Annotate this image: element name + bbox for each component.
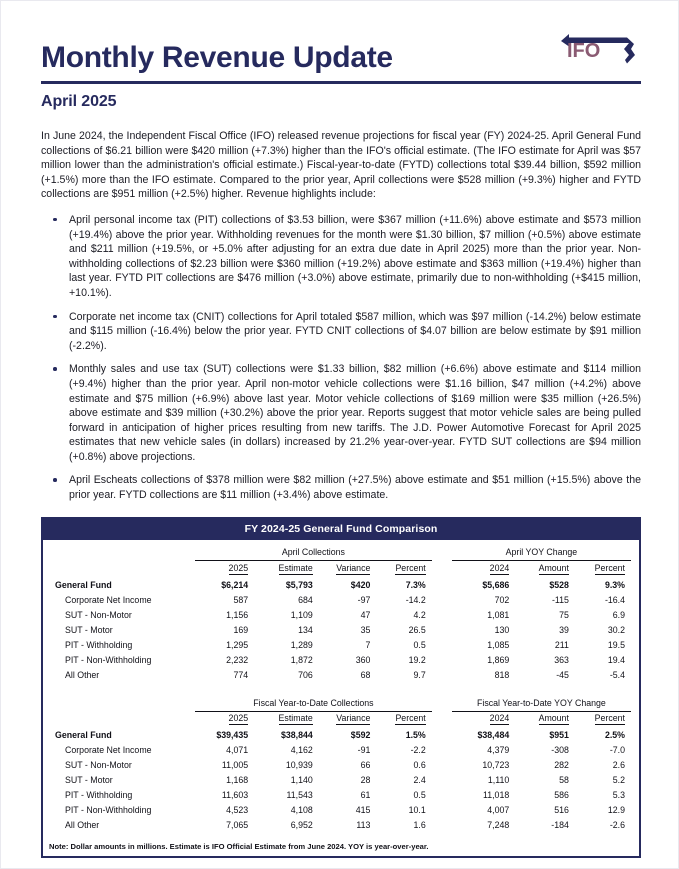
table-cell: 7,065 (226, 820, 249, 831)
table-cell: 12.9 (607, 805, 625, 816)
row-label: PIT - Withholding (65, 639, 133, 650)
column-header: Estimate (278, 562, 313, 573)
table-note: Note: Dollar amounts in millions. Estimate is IFO Official Estimate from June 2024. YOY is year-over-year. (49, 841, 429, 851)
table-cell: 1,110 (487, 775, 510, 786)
table-row (51, 773, 631, 788)
table-cell: -5.4 (609, 669, 625, 680)
table-cell: 9.7 (413, 669, 426, 680)
table-cell: $420 (350, 579, 371, 590)
table-cell: -308 (551, 745, 569, 756)
table-cell: 26.5 (408, 624, 426, 635)
document-header (41, 1, 641, 111)
table-cell: 1,085 (487, 639, 510, 650)
table-cell: 39 (559, 624, 569, 635)
table-cell: $592 (350, 730, 371, 741)
column-header: Percent (395, 713, 426, 724)
table-cell: 134 (298, 624, 313, 635)
table-cell: 702 (494, 594, 510, 605)
table-cell: 4,007 (487, 805, 510, 816)
table-row (51, 728, 631, 743)
table-cell: 1,869 (487, 654, 510, 665)
table-cell: 2,232 (226, 654, 249, 665)
page-title: Monthly Revenue Update (41, 40, 393, 74)
table-cell: 586 (554, 790, 569, 801)
table-cell: 774 (233, 669, 249, 680)
group-header-right: Fiscal Year-to-Date YOY Change (452, 696, 631, 711)
table-cell: $6,214 (221, 579, 249, 590)
table-cell: 4,162 (290, 745, 313, 756)
table-row (51, 622, 631, 637)
table-cell: 0.6 (413, 760, 426, 771)
bullet-icon (53, 315, 57, 319)
table-cell: 75 (559, 609, 569, 620)
table-row (51, 637, 631, 652)
table-cell: 113 (356, 820, 371, 831)
table-row (51, 818, 631, 833)
row-label: Corporate Net Income (65, 745, 152, 756)
table-cell: 4,523 (226, 805, 249, 816)
table-cell: 415 (355, 805, 371, 816)
bullet-icon (53, 367, 57, 371)
column-header: Variance (336, 562, 371, 573)
table-cell: -115 (551, 594, 569, 605)
table-row (51, 803, 631, 818)
row-label: SUT - Motor (65, 624, 113, 635)
row-label: SUT - Motor (65, 775, 113, 786)
table-row (51, 592, 631, 607)
table-cell: 10,939 (285, 760, 313, 771)
table-cell: 7 (365, 639, 371, 650)
column-header: 2024 (489, 562, 510, 573)
table-cell: 0.5 (413, 639, 426, 650)
document-subtitle: April 2025 (41, 93, 117, 110)
table-cell: 4,071 (226, 745, 249, 756)
table-cell: $38,484 (477, 730, 510, 741)
table-cell: -16.4 (604, 594, 625, 605)
table-cell: 2.6 (612, 760, 625, 771)
table-cell: 5.2 (612, 775, 625, 786)
column-header: Percent (594, 562, 625, 573)
table-cell: 587 (233, 594, 249, 605)
table-cell: 1,140 (290, 775, 313, 786)
table-cell: 28 (360, 775, 371, 786)
column-header: 2025 (228, 713, 249, 724)
table-cell: 19.5 (607, 639, 625, 650)
table-cell: $5,686 (482, 579, 510, 590)
table-cell: $5,793 (285, 579, 313, 590)
table-column-header-row (51, 561, 631, 578)
list-item (41, 310, 641, 354)
table-cell: 19.4 (607, 654, 625, 665)
table-cell: $39,435 (216, 730, 249, 741)
table-cell: 6.9 (612, 609, 625, 620)
column-header: 2025 (228, 562, 249, 573)
column-header: Estimate (278, 713, 313, 724)
table-cell: -97 (357, 594, 371, 605)
table-cell: 4,379 (487, 745, 510, 756)
list-item-text: April Escheats collections of $378 million were $82 million (+27.5%) above estimate and $51 million (+15.5%) above the prior year. FYTD collections are $11 million (+3.4%) above estimate. (69, 474, 641, 502)
group-header-right: April YOY Change (452, 546, 631, 561)
table-cell: 58 (559, 775, 569, 786)
table-cell: $951 (549, 730, 569, 741)
table-cell: 818 (494, 669, 510, 680)
table-row (51, 788, 631, 803)
table-cell: 363 (554, 654, 569, 665)
table-cell: 1,168 (226, 775, 249, 786)
table-row (51, 743, 631, 758)
table-cell: -2.6 (609, 820, 625, 831)
table-cell: 7.3% (405, 579, 426, 590)
financial-table (51, 546, 631, 833)
table-cell: 282 (554, 760, 569, 771)
group-header-left: Fiscal Year-to-Date Collections (195, 696, 432, 711)
table-cell: -45 (556, 669, 569, 680)
table-row (51, 652, 631, 667)
masthead (41, 27, 641, 75)
table-cell: $528 (549, 579, 569, 590)
bullet-icon (53, 478, 57, 482)
table-cell: 2.5% (604, 730, 625, 741)
table-cell: $38,844 (280, 730, 313, 741)
list-item-text: April personal income tax (PIT) collections of $3.53 billion, were $367 million (+11.6%) above estimate and $573 million (+19.4%) above the prior year. Withholding revenues for the month were $1.30 billion, $7 million (+0.5%) above estimate and $211 million (+19.5%, or +5.0% after adjusting for an extra due date in April 2025) more than the prior year. Non-withholding collections of $2.23 billion were $360 million (+19.2%) above estimate and $363 million (+19.4%) higher than last year. FYTD PIT collections are $476 million (+3.0%) above estimate, primarily due to non-withholding (+$415 million, +10.1%). (69, 213, 641, 299)
table-cell: 7,248 (487, 820, 510, 831)
table-banner-title: FY 2024-25 General Fund Comparison (43, 519, 639, 540)
list-item (41, 362, 641, 464)
column-header: Amount (538, 713, 569, 724)
row-label: General Fund (55, 730, 112, 741)
table-cell: 10,723 (482, 760, 510, 771)
table-column-header-row (51, 711, 631, 728)
bullet-icon (53, 218, 57, 222)
table-row (51, 667, 631, 682)
table-cell: 684 (298, 594, 313, 605)
group-header-left: April Collections (195, 546, 432, 561)
page-content (41, 1, 641, 858)
row-label: PIT - Withholding (65, 790, 133, 801)
list-item-text: Monthly sales and use tax (SUT) collections were $1.33 billion, $82 million (+6.6%) above estimate and $114 million (+9.4%) higher than the prior year. April non-motor vehicle collections were $1.16 billion, $47 million (+4.2%) above estimate and $75 million (+6.9%) above last year. Motor vehicle collections of $169 million were $35 million (+26.5%) above estimate and $39 million (+30.2%) above the prior year. Reports suggest that motor vehicle sales are being pulled forward in anticipation of higher prices resulting from new tariffs. The J.D. Power Automotive Forecast for April 2025 estimates that new vehicle sales (in dollars) increased by 21.2% year-over-year. FYTD SUT collections are $94 million (+0.8%) above projections. (69, 363, 641, 463)
table-cell: 11,603 (221, 790, 249, 801)
ifo-pennsylvania-logo (555, 27, 641, 73)
table-group-header (51, 696, 631, 711)
table-group-header (51, 546, 631, 561)
list-item (41, 213, 641, 301)
table-cell: 1,872 (290, 654, 313, 665)
column-header: Percent (395, 562, 426, 573)
table-cell: 1,289 (290, 639, 313, 650)
table-cell: 35 (360, 624, 371, 635)
table-cell: 19.2 (408, 654, 426, 665)
table-cell: 2.4 (413, 775, 426, 786)
table-cell: 47 (360, 609, 371, 620)
table-cell: -91 (357, 745, 371, 756)
intro-paragraph: In June 2024, the Independent Fiscal Office (IFO) released revenue projections for fiscal year (FY) 2024-25. April General Fund collections of $6.21 billion were $420 million (+7.3%) higher than the IFO's official estimate. (The IFO estimate for April was $57 million lower than the administration's official estimate.) Fiscal-year-to-date (FYTD) collections total $39.44 billion, $592 million (+1.5%) more than the IFO estimate. Compared to the prior year, April collections were $528 million (+9.3%) higher and FYTD collections are $951 million (+2.5%) higher. Revenue highlights include: (41, 130, 641, 201)
table-cell: 68 (360, 669, 371, 680)
row-label: PIT - Non-Withholding (65, 654, 152, 665)
row-label: General Fund (55, 579, 112, 590)
column-header: Percent (594, 713, 625, 724)
table-cell: 1,109 (290, 609, 313, 620)
table-body (43, 540, 639, 837)
table-cell: 360 (355, 654, 371, 665)
table-cell: 6,952 (290, 820, 313, 831)
general-fund-comparison-table (41, 517, 641, 858)
table-cell: 11,018 (482, 790, 510, 801)
table-cell: 169 (233, 624, 249, 635)
table-cell: 0.5 (413, 790, 426, 801)
row-label: All Other (65, 820, 100, 831)
table-cell: 516 (554, 805, 569, 816)
table-row (51, 758, 631, 773)
table-cell: 66 (360, 760, 371, 771)
title-divider (41, 81, 641, 84)
table-cell: 211 (554, 639, 569, 650)
table-cell: 1.5% (405, 730, 426, 741)
table-cell: 706 (298, 669, 313, 680)
table-row (51, 577, 631, 592)
row-label: SUT - Non-Motor (65, 760, 132, 771)
table-cell: 11,005 (221, 760, 249, 771)
logo-text: IFO (567, 40, 601, 62)
column-header: 2024 (489, 713, 510, 724)
row-label: SUT - Non-Motor (65, 609, 132, 620)
table-cell: 10.1 (408, 805, 426, 816)
table-cell: 61 (360, 790, 371, 801)
list-item-text: Corporate net income tax (CNIT) collections for April totaled $587 million, which was $97 million (-14.2%) below estimate and $115 million (-16.4%) below the prior year. FYTD CNIT collections of $4.07 billion are below estimate by $91 million (-2.2%). (69, 310, 641, 352)
list-item (41, 473, 641, 502)
table-cell: -2.2 (410, 745, 426, 756)
table-cell: 4.2 (413, 609, 426, 620)
row-label: Corporate Net Income (65, 594, 152, 605)
table-cell: 5.3 (612, 790, 625, 801)
table-cell: 4,108 (290, 805, 313, 816)
column-header: Amount (538, 562, 569, 573)
row-label: PIT - Non-Withholding (65, 805, 152, 816)
table-cell: -184 (551, 820, 569, 831)
revenue-highlights-list (41, 213, 641, 503)
table-cell: 1,081 (487, 609, 510, 620)
table-cell: 1,295 (226, 639, 249, 650)
table-cell: 9.3% (604, 579, 625, 590)
table-cell: 30.2 (607, 624, 625, 635)
table-cell: -7.0 (609, 745, 625, 756)
table-cell: 1.6 (413, 820, 426, 831)
row-label: All Other (65, 669, 100, 680)
table-cell: -14.2 (405, 594, 426, 605)
table-row (51, 607, 631, 622)
table-section-gap (51, 682, 631, 696)
table-cell: 11,543 (286, 790, 313, 801)
column-header: Variance (336, 713, 371, 724)
table-cell: 130 (494, 624, 510, 635)
table-cell: 1,156 (226, 609, 249, 620)
